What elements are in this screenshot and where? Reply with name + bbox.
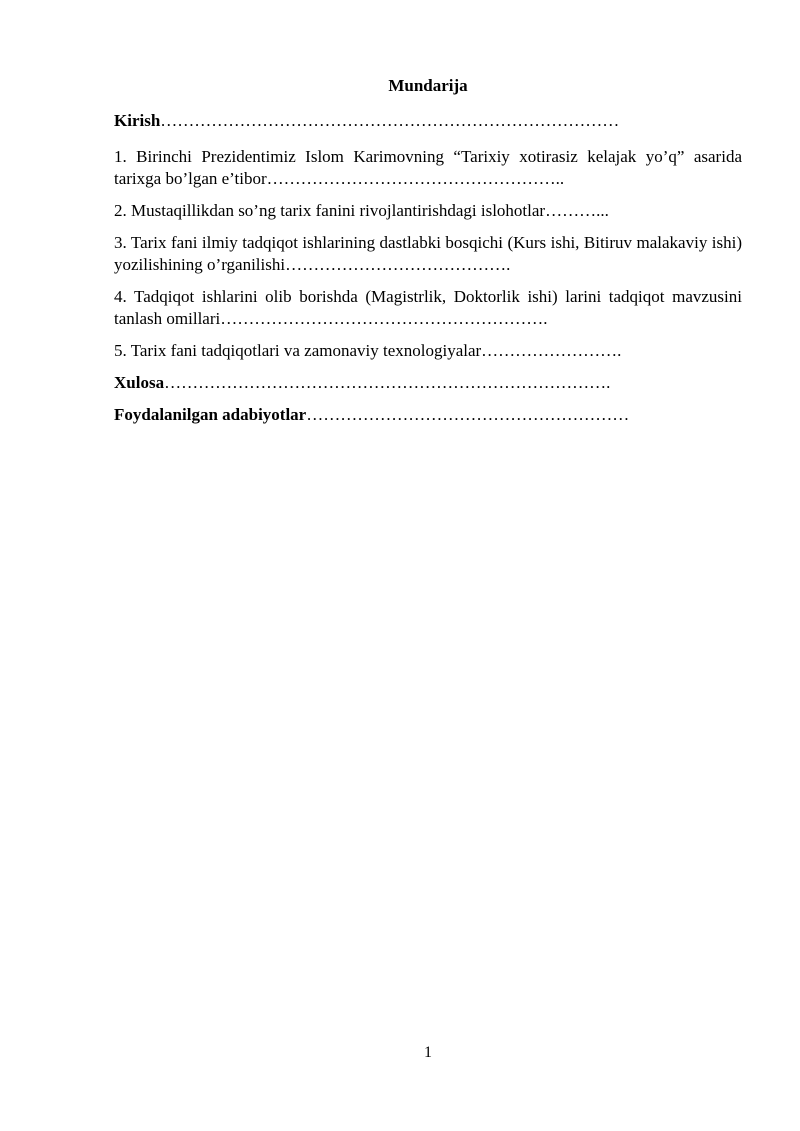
toc-entry-5: 5. Tarix fani tadqiqotlari va zamonaviy texnologiyalar…………………….: [114, 341, 622, 360]
toc-entry-4: 4. Tadqiqot ishlarini olib borishda (Magistrlik, Doktorlik ishi) larini tadqiqot mavzusini tanlash omillari………………………………………………….: [114, 287, 742, 328]
toc-entry-1: 1. Birinchi Prezidentimiz Islom Karimovning “Tarixiy xotirasiz kelajak yo’q” asarida tarixga bo’lgan e’tibor……………………………………………..: [114, 147, 742, 188]
toc-entry-leader-dots: …………………………………………………: [306, 405, 630, 424]
toc-entry-label: Kirish: [114, 111, 161, 130]
document-title: Mundarija: [388, 76, 468, 95]
toc-entry-kirish: [114, 110, 742, 132]
table-of-contents: [114, 110, 742, 436]
toc-entry-2: 2. Mustaqillikdan so’ng tarix fanini rivojlantirishdagi islohotlar………...: [114, 201, 609, 220]
toc-entry-leader-dots: ………………………………………………………………………: [160, 111, 620, 130]
toc-entry-leader-dots: …………………………………………………………………….: [164, 373, 611, 392]
toc-entry-3: 3. Tarix fani ilmiy tadqiqot ishlarining dastlabki bosqichi (Kurs ishi, Bitiruv malakaviy ishi) yozilishining o’rganilishi………………………………….: [114, 233, 742, 274]
toc-entry-label: Foydalanilgan adabiyotlar: [114, 405, 307, 424]
toc-entry-xulosa: [114, 372, 742, 394]
toc-entry-foydalanilgan-adabiyotlar: [114, 404, 742, 426]
page-number: 1: [424, 1044, 432, 1061]
toc-entry-label: Xulosa: [114, 373, 165, 392]
